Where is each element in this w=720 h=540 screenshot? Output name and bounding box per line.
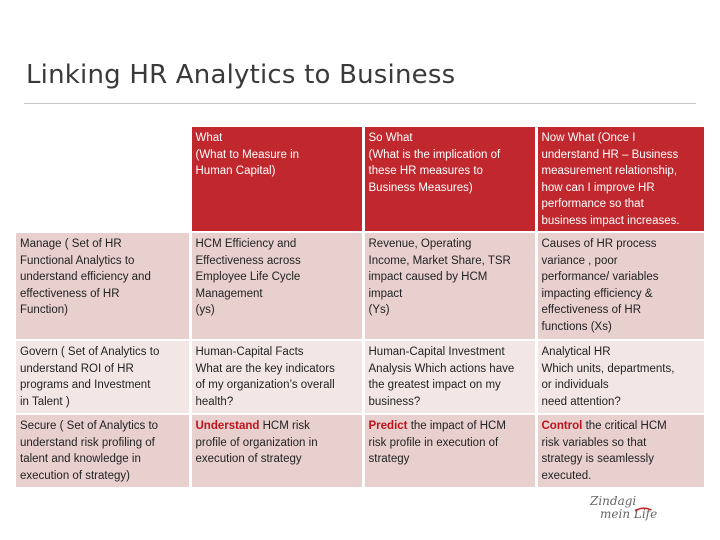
cell-text-line: understand ROI of HR xyxy=(20,362,134,375)
cell-text-line: health? xyxy=(195,395,234,408)
cell-secure-now-what xyxy=(536,414,704,488)
cell-text-line: Causes of HR process xyxy=(541,238,657,250)
cell-text-line: Human-Capital Facts xyxy=(195,346,304,358)
cell-text-line: functions (Xs) xyxy=(541,320,612,333)
emphasis-verb: Predict xyxy=(368,420,408,432)
cell-text-line: executed. xyxy=(541,469,592,482)
emphasis-verb: Understand xyxy=(195,420,260,432)
cell-govern-now-what xyxy=(536,340,704,414)
cell-text-line: Business Measures) xyxy=(368,181,473,194)
cell-text-line: understand risk profiling of xyxy=(20,436,155,449)
emphasis-verb: Control xyxy=(541,420,583,432)
cell-text-line: effectiveness of HR xyxy=(541,304,642,316)
cell-text-line: variance , poor xyxy=(541,254,618,267)
cell-text-line: Employee Life Cycle xyxy=(195,271,301,283)
cell-text-line: risk profile in execution of xyxy=(368,436,499,449)
cell-text-line: programs and Investment xyxy=(20,379,151,391)
cell-text-line: measurement relationship, xyxy=(541,165,678,177)
cell-text-line: these HR measures to xyxy=(368,165,483,177)
cell-text-line: Manage ( Set of HR xyxy=(20,238,122,250)
logo-swoosh-icon xyxy=(634,507,652,512)
cell-text-line: Management xyxy=(195,287,263,300)
cell-text-line: Which units, departments, xyxy=(541,362,675,375)
cell-text-line: strategy xyxy=(368,453,410,465)
cell-secure-what xyxy=(190,414,363,488)
logo-line-2: mein Life xyxy=(600,507,658,521)
cell-text-line: execution of strategy xyxy=(195,453,302,465)
cell-text-line: What xyxy=(195,132,223,144)
logo-line-1: Zindagi xyxy=(590,494,637,508)
cell-text-line: (ys) xyxy=(195,304,215,316)
row-label-govern xyxy=(16,340,190,414)
title-divider xyxy=(24,103,696,104)
cell-text-line: impact xyxy=(368,287,403,300)
cell-text-line: in Talent ) xyxy=(20,395,70,408)
cell-text-line: of my organization’s overall xyxy=(195,379,335,391)
header-cell-what xyxy=(190,127,363,232)
analytics-table xyxy=(16,127,704,489)
cell-text-line: understand HR – Business xyxy=(541,148,679,161)
cell-text-line: business impact increases. xyxy=(541,214,680,227)
cell-text-line: performance so that xyxy=(541,198,644,210)
cell-text-line: execution of strategy) xyxy=(20,469,130,482)
header-cell-so-what xyxy=(363,127,536,232)
cell-text-line: how can I improve HR xyxy=(541,181,655,194)
cell-manage-what xyxy=(190,232,363,340)
cell-text-line: Secure ( Set of Analytics to xyxy=(20,420,159,432)
cell-text-line: effectiveness of HR xyxy=(20,287,120,300)
cell-text-line: risk variables so that xyxy=(541,436,647,449)
cell-secure-so-what xyxy=(363,414,536,488)
table-row-secure xyxy=(16,414,704,488)
cell-manage-now-what xyxy=(536,232,704,340)
cell-text-line: or individuals xyxy=(541,379,609,391)
cell-text-line: Analysis Which actions have xyxy=(368,362,515,375)
cell-text-line: profile of organization in xyxy=(195,436,318,449)
cell-manage-so-what xyxy=(363,232,536,340)
header-cell-empty xyxy=(16,127,190,232)
cell-text-line: Function) xyxy=(20,304,68,316)
cell-govern-so-what xyxy=(363,340,536,414)
slide-title: Linking HR Analytics to Business xyxy=(26,60,456,90)
table-row-manage xyxy=(16,232,704,340)
cell-text-line: strategy is seamlessly xyxy=(541,453,654,465)
cell-text-line: Revenue, Operating xyxy=(368,238,472,250)
cell-text-line: talent and knowledge in xyxy=(20,453,141,465)
cell-text-line: HCM Efficiency and xyxy=(195,238,297,250)
cell-text-line: Analytical HR xyxy=(541,346,611,358)
cell-text-line: understand efficiency and xyxy=(20,271,151,283)
cell-text-line: Govern ( Set of Analytics to xyxy=(20,346,160,358)
table-header-row xyxy=(16,127,704,232)
cell-text-line: impact caused by HCM xyxy=(368,271,488,283)
brand-logo xyxy=(590,495,670,527)
row-label-manage xyxy=(16,232,190,340)
cell-text-line: (What to Measure in xyxy=(195,148,300,161)
cell-text-line: impacting efficiency & xyxy=(541,287,653,300)
cell-text-line: (What is the implication of xyxy=(368,148,501,161)
cell-text-line: (Ys) xyxy=(368,304,390,316)
row-label-secure xyxy=(16,414,190,488)
cell-text-line: So What xyxy=(368,132,413,144)
cell-text-line: Now What (Once I xyxy=(541,132,636,144)
cell-text-line: Predict the impact of HCM xyxy=(368,420,506,432)
cell-text-line: Human Capital) xyxy=(195,165,276,177)
cell-text-line: Effectiveness across xyxy=(195,254,301,267)
cell-text-line: performance/ variables xyxy=(541,271,659,283)
cell-text-line: Control the critical HCM xyxy=(541,420,667,432)
header-cell-now-what xyxy=(536,127,704,232)
table-row-govern xyxy=(16,340,704,414)
cell-text-line: Income, Market Share, TSR xyxy=(368,254,511,267)
cell-text-line: Functional Analytics to xyxy=(20,254,135,267)
cell-text-line: the greatest impact on my xyxy=(368,379,501,391)
cell-text-line: Understand HCM risk xyxy=(195,420,310,432)
cell-text-line: need attention? xyxy=(541,395,621,408)
cell-text-line: business? xyxy=(368,395,421,408)
cell-govern-what xyxy=(190,340,363,414)
cell-text-line: What are the key indicators xyxy=(195,362,335,375)
cell-text-line: Human-Capital Investment xyxy=(368,346,505,358)
